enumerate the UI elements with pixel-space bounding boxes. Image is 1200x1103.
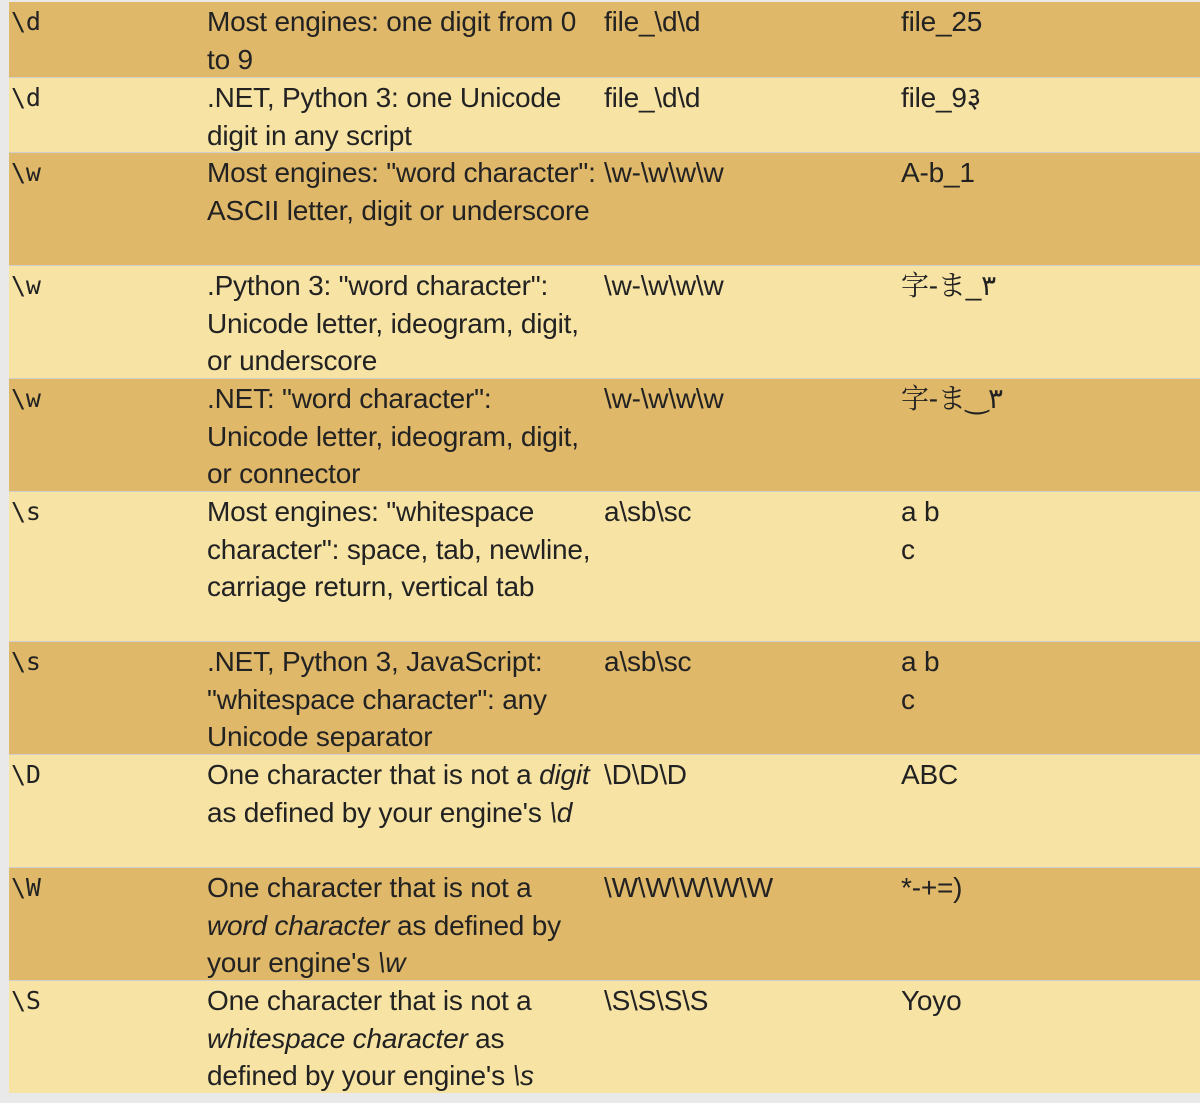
- example-pattern: \w-\w\w\w: [604, 270, 724, 301]
- example-pattern: \W\W\W\W\W: [604, 872, 774, 903]
- example-pattern: \w-\w\w\w: [604, 383, 724, 414]
- description-text: as defined by your engine's: [207, 909, 561, 979]
- table-row: [9, 265, 1200, 378]
- example-pattern: a\sb\sc: [604, 496, 692, 527]
- table-row: [9, 754, 1200, 867]
- sample-match: a b c: [901, 646, 940, 715]
- sample-match: *-+=): [901, 872, 963, 903]
- description-emphasis: \s: [512, 1060, 534, 1092]
- shorthand-description: [207, 266, 604, 380]
- shorthand-description: [207, 981, 604, 1095]
- table-row: [9, 980, 1200, 1093]
- sample-match: file_9३: [901, 82, 982, 113]
- shorthand-description: [207, 492, 604, 641]
- table-row: [9, 152, 1200, 265]
- sample-match: A-b_1: [901, 157, 975, 188]
- description-emphasis: whitespace character: [207, 1022, 468, 1054]
- description-text: One character that is not a: [207, 872, 532, 903]
- description-text: .NET: "word character": Unicode letter, ideogram, digit, or connector: [207, 383, 579, 490]
- description-emphasis: \d: [549, 796, 573, 828]
- table-row: [9, 77, 1200, 152]
- shorthand-description: [207, 153, 604, 265]
- shorthand-token: \S: [11, 986, 41, 1015]
- example-pattern: a\sb\sc: [604, 646, 692, 677]
- sample-match: a b c: [901, 496, 940, 565]
- shorthand-description: [207, 379, 604, 493]
- sample-match: file_25: [901, 6, 983, 37]
- table-row: [9, 867, 1200, 980]
- description-text: .NET, Python 3: one Unicode digit in any script: [207, 82, 562, 151]
- shorthand-token: \D: [11, 760, 41, 789]
- shorthand-description: [207, 868, 604, 982]
- description-text: as defined by your engine's: [207, 796, 550, 828]
- sample-match: Yoyo: [901, 985, 962, 1016]
- shorthand-token: \s: [11, 647, 41, 676]
- description-text: One character that is not a: [207, 985, 532, 1016]
- table-row: [9, 491, 1200, 641]
- shorthand-token: \w: [11, 271, 41, 300]
- description-text: as defined by your engine's: [207, 1022, 513, 1092]
- shorthand-description: [207, 78, 604, 154]
- table-row: [9, 378, 1200, 491]
- sample-match: ABC: [901, 759, 958, 790]
- description-text: One character that is not a: [207, 759, 540, 790]
- example-pattern: \S\S\S\S: [604, 985, 709, 1016]
- table-row: [9, 641, 1200, 754]
- example-pattern: file_\d\d: [604, 82, 701, 113]
- sample-match: 字-ま_٣: [901, 270, 997, 301]
- example-pattern: file_\d\d: [604, 6, 701, 37]
- description-text: Most engines: "word character": ASCII letter, digit or underscore: [207, 157, 596, 226]
- shorthand-token: \s: [11, 497, 41, 526]
- description-emphasis: \w: [377, 947, 406, 979]
- description-text: Most engines: "whitespace character": space, tab, newline, carriage return, vertical tab: [207, 496, 591, 603]
- description-text: .Python 3: "word character": Unicode letter, ideogram, digit, or underscore: [207, 270, 579, 377]
- description-text: .NET, Python 3, JavaScript: "whitespace character": any Unicode separator: [207, 646, 547, 753]
- example-pattern: \D\D\D: [604, 759, 687, 790]
- table-row: [9, 2, 1200, 77]
- shorthand-description: [207, 755, 604, 867]
- description-emphasis: word character: [207, 909, 390, 941]
- shorthand-description: [207, 642, 604, 756]
- shorthand-token: \w: [11, 158, 41, 187]
- shorthand-token: \w: [11, 384, 41, 413]
- shorthand-description: [207, 2, 604, 78]
- example-pattern: \w-\w\w\w: [604, 157, 724, 188]
- shorthand-token: \d: [11, 7, 41, 36]
- description-text: Most engines: one digit from 0 to 9: [207, 6, 577, 75]
- description-emphasis: digit: [539, 759, 590, 790]
- regex-shorthand-table: [9, 2, 1200, 1093]
- sample-match: 字-ま‿٣: [901, 383, 1004, 414]
- shorthand-token: \d: [11, 83, 41, 112]
- shorthand-token: \W: [11, 873, 41, 902]
